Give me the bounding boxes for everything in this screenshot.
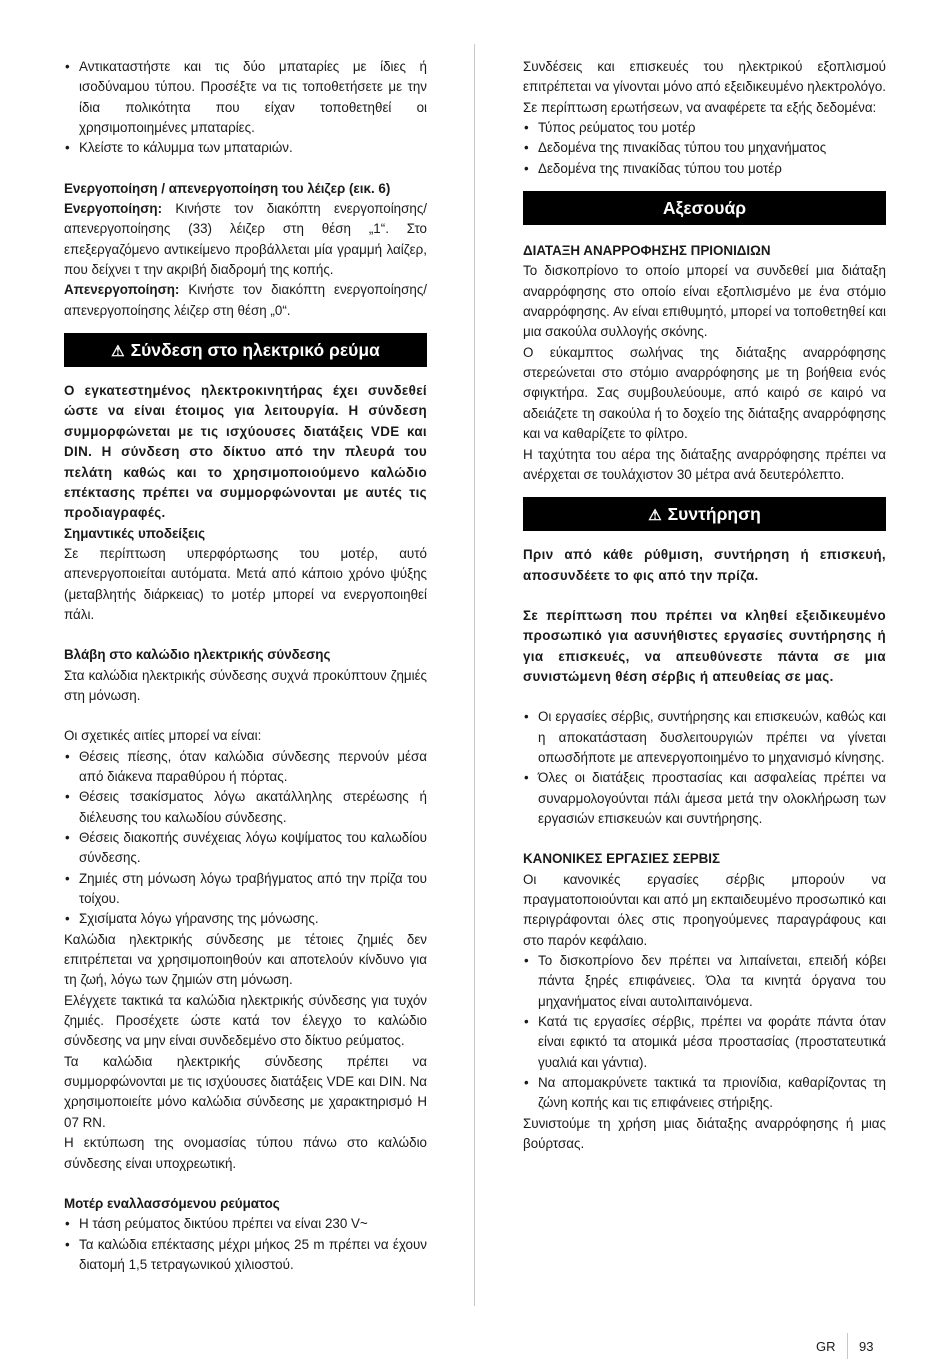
list-item: • Όλες οι διατάξεις προστασίας και ασφαλείας πρέπει να συναρμολογούνται πάλι άμεσα μετά την ολοκλήρωση των εργασιών επισκευών και συντήρησης. (523, 768, 886, 829)
service-heading: ΚΑΝΟΝΙΚΕΣ ΕΡΓΑΣΙΕΣ ΣΕΡΒΙΣ (523, 851, 721, 867)
ac-motor-heading: Μοτέρ εναλλασσόμενου ρεύματος (64, 1195, 280, 1211)
maintenance-warning: Πριν από κάθε ρύθμιση, συντήρηση ή επισκευή, αποσυνδέετε το φις από την πρίζα. (523, 547, 886, 583)
laser-on-label: Ενεργοποίηση: (64, 201, 163, 217)
data-list (523, 118, 886, 179)
list-item: • Κατά τις εργασίες σέρβις, πρέπει να φοράτε πάντα όταν είναι εφικτό τα ατομικά μέσα προστασίας (προστατευτικά γυαλιά και γάντια). (523, 1012, 886, 1073)
list-item: • Δεδομένα της πινακίδας τύπου του μηχανήματος (523, 138, 886, 158)
repair-intro: Συνδέσεις και επισκευές του ηλεκτρικού εξοπλισμού επιτρέπεται να γίνονται μόνο από εξειδικευμένο ηλεκτρολόγο. Σε περίπτωση ερωτήσεων, να αναφέρετε τα εξής δεδομένα: (523, 59, 886, 115)
cable-paragraph: Καλώδια ηλεκτρικής σύνδεσης με τέτοιες ζημιές δεν επιτρέπεται να χρησιμοποιηθούν και αποτελούν κίνδυνο για τη ζωή, λόγω των ζημιών στη μόνωση. (64, 931, 427, 988)
list-item: • Οι εργασίες σέρβις, συντήρησης και επισκευών, καθώς και η αποκατάσταση δυσλειτουργιών πρέπει να γίνεται οπωσδήποτε με απενεργοποιημένο το μηχανισμό κίνησης. (523, 707, 886, 768)
laser-off-text: Κινήστε τον διακόπτη ενεργοποίησης/απενεργοποίησης λέιζερ στη θέση „0“. (64, 282, 427, 318)
causes-intro: Οι σχετικές αιτίες μπορεί να είναι: (64, 728, 262, 744)
footer-language: GR (816, 1339, 836, 1354)
suction-paragraph: Η ταχύτητα του αέρα της διάταξης αναρρόφησης πρέπει να ανέρχεται σε τουλάχιστον 30 μέτρα ανά δευτερόλεπτο. (523, 446, 886, 482)
section-title: Συντήρηση (667, 504, 761, 525)
section-heading-maintenance (523, 497, 886, 531)
cable-paragraph: Η εκτύπωση της ονομασίας τύπου πάνω στο καλώδιο σύνδεσης είναι υποχρεωτική. (64, 1135, 427, 1171)
section-heading-accessories (523, 191, 886, 225)
battery-list (64, 57, 427, 159)
causes-list (64, 747, 427, 930)
list-item: • Τύπος ρεύματος του μοτέρ (523, 118, 886, 138)
service-end: Συνιστούμε τη χρήση μιας διάταξης αναρρόφησης ή μιας βούρτσας. (523, 1115, 886, 1152)
service-text: Οι κανονικές εργασίες σέρβις μπορούν να πραγματοποιούνται και από μη εκπαιδευμένο προσωπικό και περιγράφονται όλες στις προηγούμενες παραγράφους και στο παρόν κεφάλαιο. (523, 871, 886, 948)
list-item: • Η τάση ρεύματος δικτύου πρέπει να είναι 230 V~ (64, 1214, 427, 1234)
right-column (523, 57, 886, 1154)
cable-paragraph: Ελέγχετε τακτικά τα καλώδια ηλεκτρικής σύνδεσης για τυχόν ζημιές. Προσέχετε ώστε κατά τον έλεγχο το καλώδιο σύνδεσης να μην είναι συνδεδεμένο στο δίκτυο ρεύματος. (64, 992, 427, 1049)
notes-text: Σε περίπτωση υπερφόρτωσης του μοτέρ, αυτό απενεργοποιείται αυτόματα. Μετά από κάποιο χρόνο ψύξης (μεταβλητής διάρκειας) το μοτέρ μπορεί να ενεργοποιηθεί πάλι. (64, 545, 427, 622)
cable-text: Στα καλώδια ηλεκτρικής σύνδεσης συχνά προκύπτουν ζημιές στη μόνωση. (64, 667, 427, 703)
list-item: • Ζημιές στη μόνωση λόγω τραβήγματος από την πρίζα του τοίχου. (64, 869, 427, 910)
maintenance-warning: Σε περίπτωση που πρέπει να κληθεί εξειδικευμένο προσωπικό για ασυνήθιστες εργασίες συντήρησης ή για επισκευές, να απευθύνεστε πάντα σε μια συνιστώμενη θέση σέρβις ή απευθείας σε μας. (523, 607, 886, 684)
list-item: • Θέσεις πίεσης, όταν καλώδια σύνδεσης περνούν μέσα από διάκενα παραθύρου ή πόρτας. (64, 747, 427, 788)
connection-intro: Ο εγκατεστημένος ηλεκτροκινητήρας έχει συνδεθεί ώστε να είναι έτοιμος για λειτουργία. Η σύνδεση συμμορφώνεται με τις ισχύουσες διατάξεις VDE και DIN. Η σύνδεση στο δίκτυο από την πλευρά του πελάτη καθώς και το χρησιμοποιούμενο καλώδιο επέκτασης πρέπει να συμμορφώνονται με αυτές τις προδιαγραφές. (64, 383, 427, 521)
warning-icon: ⚠ (648, 507, 662, 525)
list-item: • Θέσεις διακοπής συνέχειας λόγω κοψίματος του καλωδίου σύνδεσης. (64, 828, 427, 869)
list-item: • Δεδομένα της πινακίδας τύπου του μοτέρ (523, 159, 886, 179)
warning-icon: ⚠ (111, 343, 125, 361)
page-number: 93 (859, 1339, 874, 1354)
list-item: • Αντικαταστήστε και τις δύο μπαταρίες με ίδιες ή ισοδύναμου τύπου. Προσέξτε να τις τοποθετήσετε με την ίδια πολικότητα που είχαν τοποθετηθεί οι χρησιμοποιημένες μπαταρίες. (64, 57, 427, 138)
laser-off-label: Απενεργοποίηση: (64, 282, 180, 298)
list-item: • Σχισίματα λόγω γήρανσης της μόνωσης. (64, 909, 427, 929)
laser-off-paragraph (64, 280, 427, 321)
section-title: Αξεσουάρ (662, 198, 747, 219)
column-divider (474, 44, 475, 1306)
service-list (523, 951, 886, 1114)
list-item: • Το δισκοπρίονο δεν πρέπει να λιπαίνεται, επειδή κόβει πάντα ξηρές επιφάνειες. Όλα τα κινητά όργανα του μηχανήματος είναι αυτολιπαινόμενα. (523, 951, 886, 1012)
left-column (64, 57, 427, 1275)
suction-heading: ΔΙΑΤΑΞΗ ΑΝΑΡΡΟΦΗΣΗΣ ΠΡΙΟΝΙΔΙΩΝ (523, 243, 771, 259)
list-item: • Τα καλώδια επέκτασης μέχρι μήκος 25 m πρέπει να έχουν διατομή 1,5 τετραγωνικού χιλιοστού. (64, 1235, 427, 1276)
cable-paragraph: Τα καλώδια ηλεκτρικής σύνδεσης πρέπει να συμμορφώνονται με τις ισχύουσες διατάξεις VDE και DIN. Να χρησιμοποιείτε μόνο καλώδια σύνδεσης με χαρακτηρισμό H 07 RN. (64, 1053, 427, 1130)
notes-heading: Σημαντικές υποδείξεις (64, 525, 206, 541)
laser-heading: Ενεργοποίηση / απενεργοποίηση του λέιζερ (εικ. 6) (64, 180, 391, 196)
maintenance-list (523, 707, 886, 829)
cable-heading: Βλάβη στο καλώδιο ηλεκτρικής σύνδεσης (64, 647, 331, 663)
suction-paragraph: Το δισκοπρίονο το οποίο μπορεί να συνδεθεί μια διάταξη αναρρόφησης στο οποίο είναι εξοπλισμένο με ένα στόμιο αναρρόφησης. Αν είναι επιθυμητό, μπορεί να τοποθετηθεί και μια σακούλα συλλογής σκόνης. (523, 263, 886, 340)
footer-divider (847, 1333, 848, 1359)
suction-paragraph: Ο εύκαμπτος σωλήνας της διάταξης αναρρόφησης στερεώνεται στο στόμιο αναρρόφησης με τη βοήθεια ενός σφιγκτήρα. Σας συμβουλεύουμε, από καιρό σε καιρό να αδειάζετε τη σακούλα ή το δοχείο της διάταξης αναρρόφησης και να καθαρίζετε το φίλτρο. (523, 344, 886, 442)
ac-motor-list (64, 1214, 427, 1275)
laser-on-text: Κινήστε τον διακόπτη ενεργοποίησης/απενεργοποίησης (33) λέιζερ στη θέση „1“. Στο επεξεργαζόμενο αντικείμενο προβάλλεται μία γραμμή λαίζερ, που δείχνει τ την ακριβή διαδρομή της κοπής. (64, 201, 427, 278)
section-heading-power (64, 333, 427, 367)
list-item: • Θέσεις τσακίσματος λόγω ακατάλληλης στερέωσης ή διέλευσης του καλωδίου σύνδεσης. (64, 787, 427, 828)
section-title: Σύνδεση στο ηλεκτρικό ρεύμα (130, 340, 380, 361)
list-item: • Να απομακρύνετε τακτικά τα πριονίδια, καθαρίζοντας τη ζώνη κοπής και τις επιφάνειες στήριξης. (523, 1073, 886, 1114)
laser-on-paragraph (64, 199, 427, 280)
list-item: • Κλείστε το κάλυμμα των μπαταριών. (64, 138, 427, 158)
